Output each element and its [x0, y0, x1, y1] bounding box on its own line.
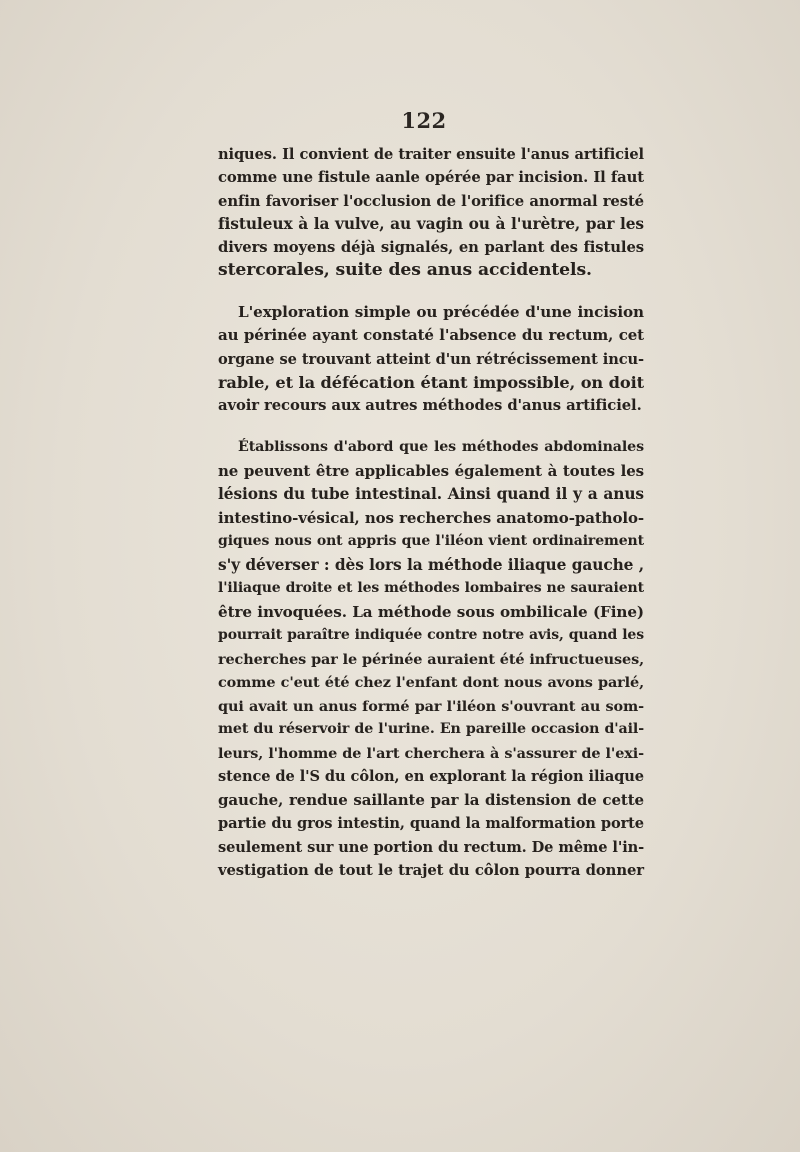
text-line: comme une fistule aanle opérée par incision. Il faut: [218, 169, 644, 187]
text-line: seulement sur une portion du rectum. De même l'in-: [218, 838, 645, 856]
text-line: niques. Il convient de traiter ensuite l'anus artificiel: [218, 146, 644, 163]
text-line: pourrait paraître indiquée contre notre avis, quand les: [218, 627, 644, 643]
text-line: comme c'eut été chez l'enfant dont nous avons parlé,: [218, 674, 644, 691]
text-line: l'iliaque droite et les méthodes lombaires ne sauraient: [218, 580, 644, 596]
text-line: gauche, rendue saillante par la distension de cette: [218, 790, 644, 809]
text-line: leurs, l'homme de l'art cherchera à s'assurer de l'exi-: [218, 744, 644, 762]
text-line: stercorales, suite des anus accidentels.: [218, 260, 592, 281]
text-line: L'exploration simple ou précédée d'une incision: [238, 303, 644, 321]
page-number: 122: [401, 108, 447, 133]
paragraph-1: [218, 143, 644, 283]
paragraph-3: [218, 436, 644, 883]
text-line: organe se trouvant atteint d'un rétrécissement incu-: [218, 350, 644, 368]
text-line: met du réservoir de l'urine. En pareille occasion d'ail-: [218, 721, 644, 737]
text-line: rable, et la défécation étant impossible, on doit: [218, 372, 644, 392]
text-line: partie du gros intestin, quand la malformation porte: [218, 815, 644, 832]
text-line: stence de l'S du côlon, en explorant la région iliaque: [218, 768, 644, 785]
text-line: recherches par le périnée auraient été infructueuses,: [218, 650, 644, 668]
paragraph-2: [218, 301, 644, 417]
text-line: être invoquées. La méthode sous ombilicale (Fine): [218, 602, 644, 621]
text-line: qui avait un anus formé par l'iléon s'ouvrant au som-: [218, 697, 644, 715]
text-line: ne peuvent être applicables également à toutes les: [218, 461, 644, 480]
text-line: s'y déverser : dès lors la méthode iliaque gauche ,: [218, 555, 644, 574]
text-line: lésions du tube intestinal. Ainsi quand il y a anus: [218, 485, 644, 503]
text-line: vestigation de tout le trajet du côlon pourra donner: [218, 862, 644, 879]
text-line: Établissons d'abord que les méthodes abdominales: [238, 439, 644, 455]
text-line: giques nous ont appris que l'iléon vient ordinairement: [218, 533, 644, 549]
text-line: avoir recours aux autres méthodes d'anus artificiel.: [218, 397, 642, 415]
text-line: enfin favoriser l'occlusion de l'orifice anormal resté: [218, 192, 644, 210]
text-line: au périnée ayant constaté l'absence du rectum, cet: [218, 326, 644, 345]
text-line: divers moyens déjà signalés, en parlant des fistules: [218, 239, 644, 257]
text-line: fistuleux à la vulve, au vagin ou à l'urètre, par les: [218, 214, 644, 233]
text-line: intestino-vésical, nos recherches anatomo-patholo-: [218, 508, 644, 527]
